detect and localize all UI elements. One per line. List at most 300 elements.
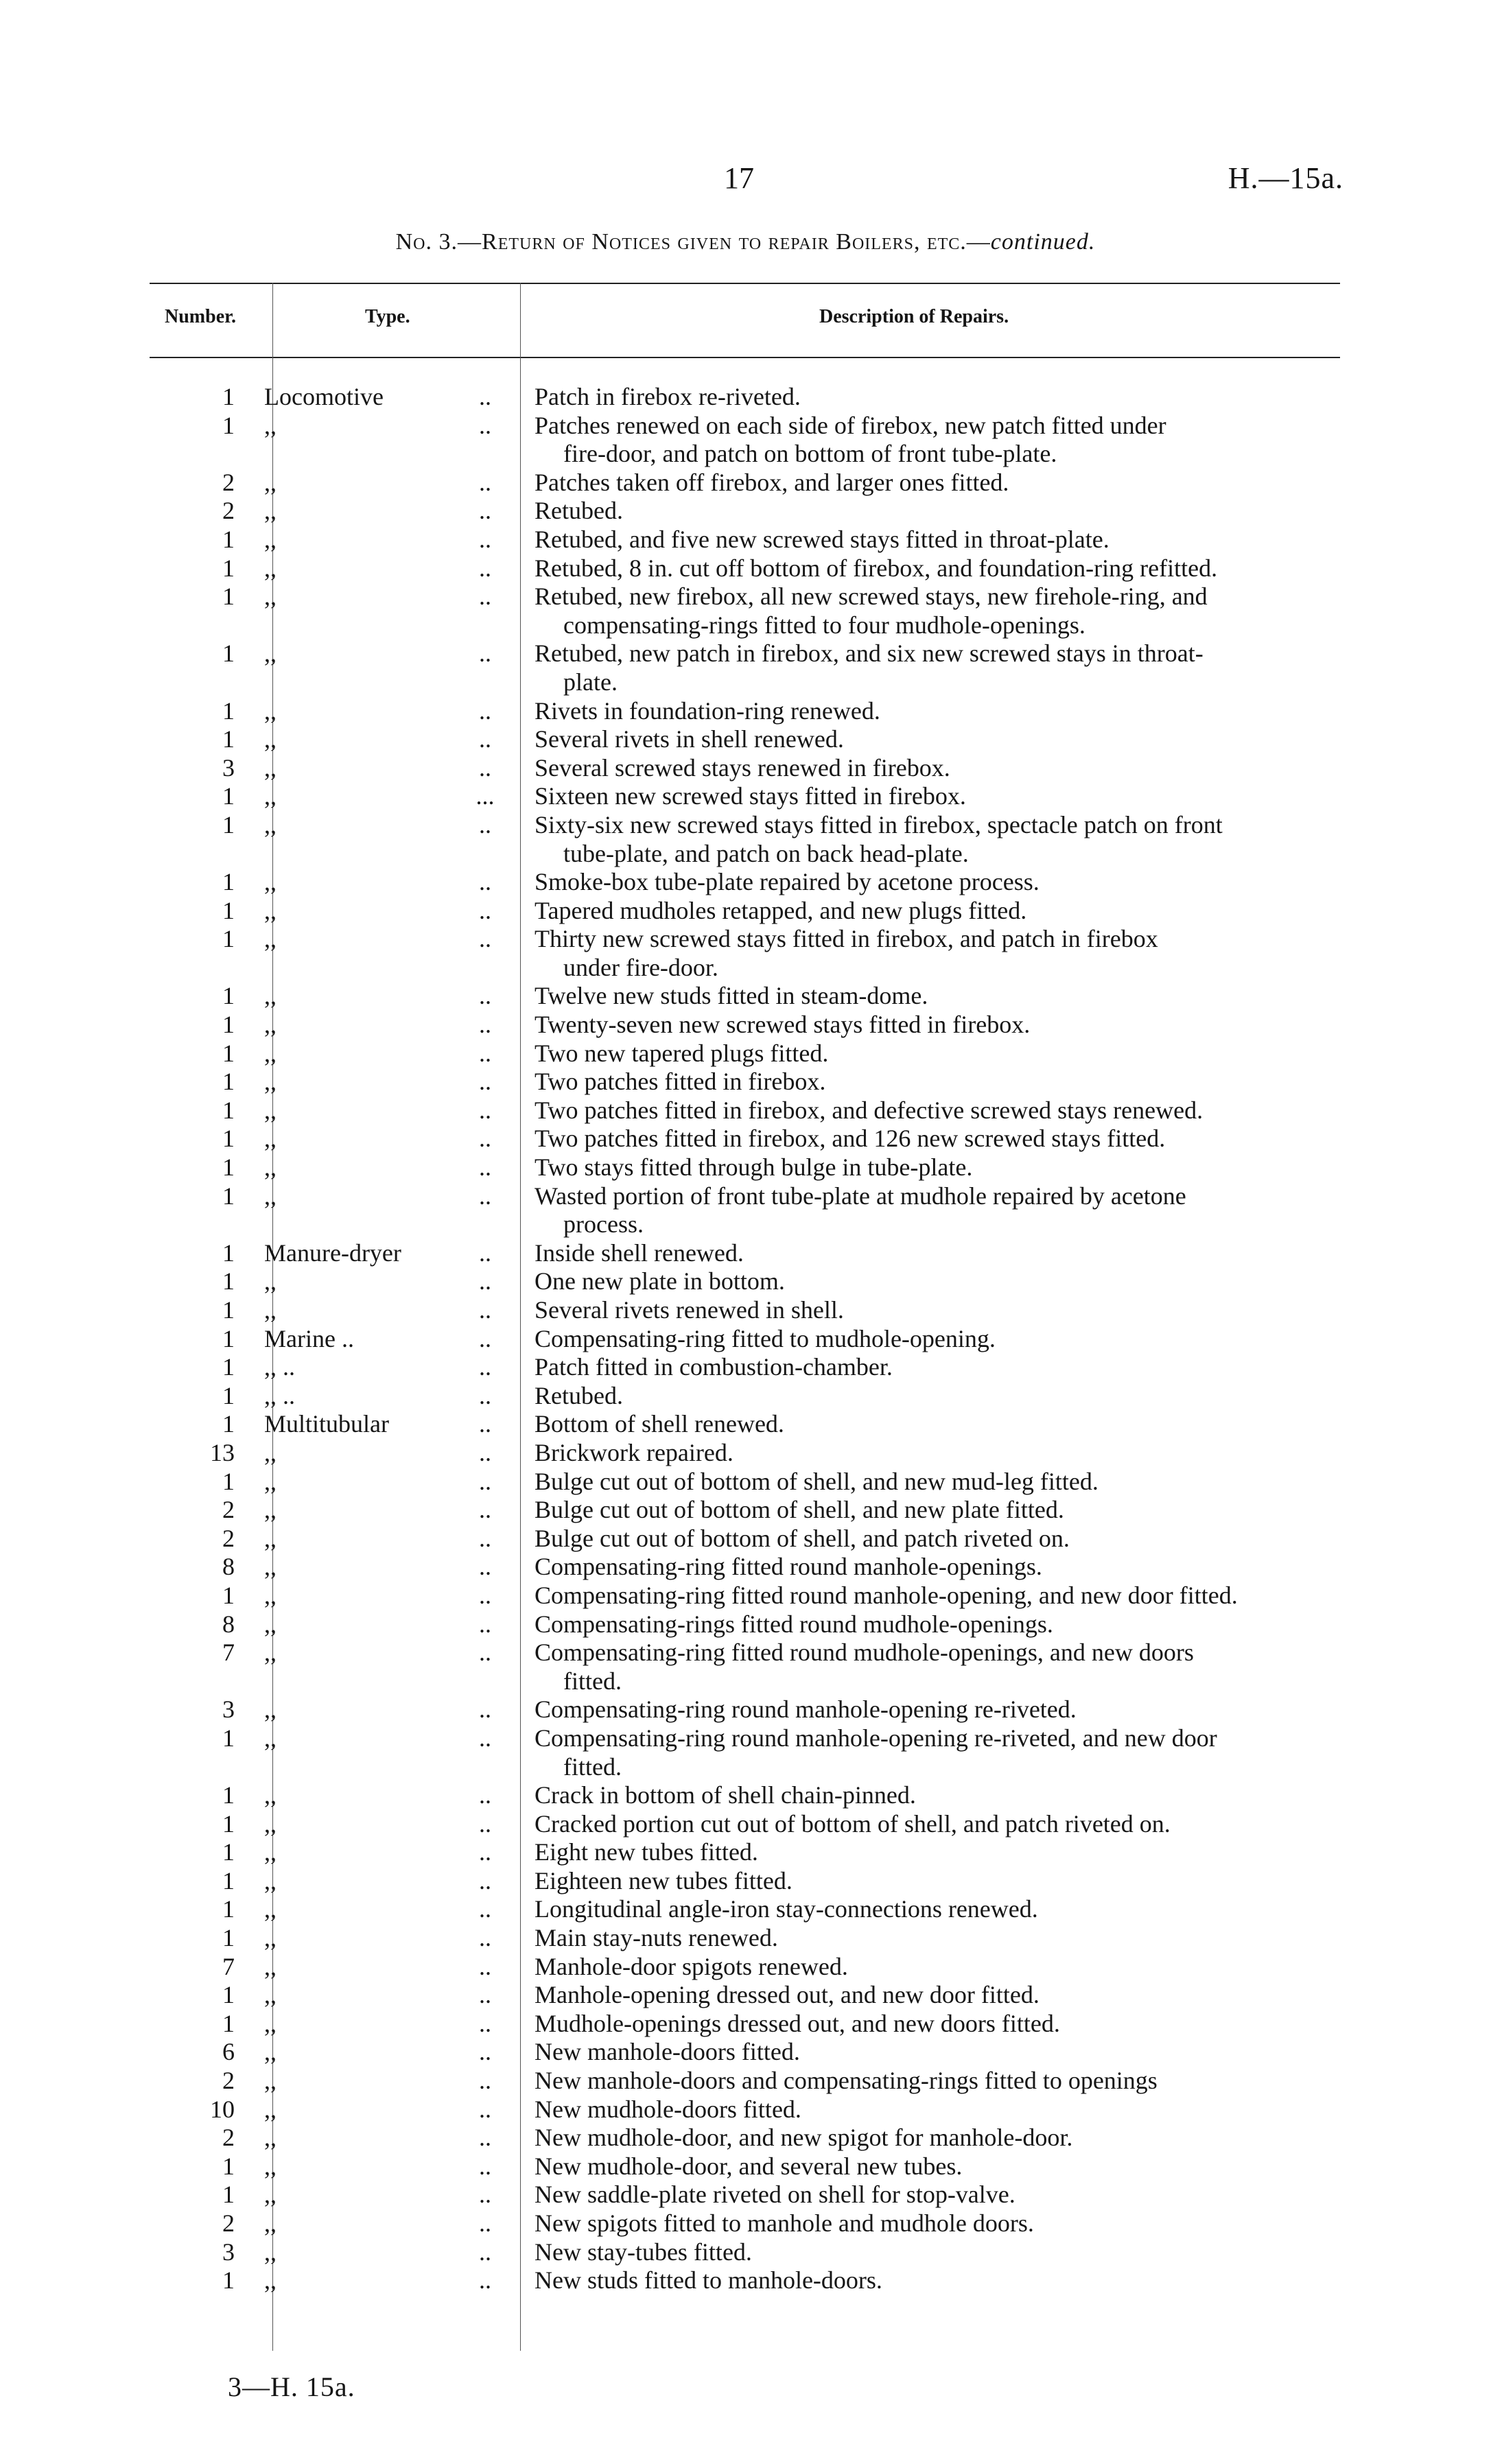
table-row: [0, 868, 1491, 897]
row-number: 1: [222, 1838, 235, 1866]
row-description: [519, 1981, 1326, 2010]
row-type: ,,: [264, 411, 277, 439]
row-leader-dots: ..: [479, 1011, 491, 1039]
row-number: 2: [222, 1496, 235, 1524]
row-leader-dots: ..: [479, 753, 491, 782]
table-row: [0, 1838, 1491, 1867]
row-type: ,,: [264, 1039, 277, 1067]
table-row: [0, 1382, 1491, 1411]
row-number: 8: [222, 1553, 235, 1581]
table-row: [0, 1724, 1491, 1781]
row-type: ,,: [264, 2152, 277, 2180]
row-number: 1: [222, 1324, 235, 1352]
row-number: 1: [222, 1866, 235, 1894]
table-row: [0, 1867, 1491, 1896]
table-row: [0, 1981, 1491, 2010]
row-leader-dots: ..: [479, 2266, 491, 2295]
description-line: Compensating-ring round manhole-opening re-riveted.: [535, 1696, 1077, 1724]
table-title-continued: continued.: [990, 229, 1096, 255]
row-description: [519, 897, 1326, 926]
row-number: 1: [222, 583, 235, 611]
row-description: [519, 1325, 1326, 1354]
description-line: Crack in bottom of shell chain-pinned.: [535, 1781, 916, 1809]
row-leader-dots: ..: [479, 1724, 491, 1752]
row-description: [519, 1639, 1326, 1696]
row-number: 1: [222, 554, 235, 582]
row-number: 1: [222, 1153, 235, 1182]
description-line: New mudhole-door, and several new tubes.: [535, 2152, 963, 2180]
description-line: New mudhole-doors fitted.: [535, 2095, 801, 2123]
row-type: ,,: [264, 696, 277, 725]
row-number: 1: [222, 411, 235, 439]
row-description: [519, 2038, 1326, 2067]
table-row: [0, 1895, 1491, 1924]
row-description: [519, 640, 1326, 696]
table-row: [0, 526, 1491, 554]
row-type: ,,: [264, 1438, 277, 1466]
row-type: ,,: [264, 1496, 277, 1524]
description-line: Retubed.: [535, 1381, 623, 1409]
table-title-main: No. 3.—Return of Notices given to repair Boilers, etc.—: [395, 229, 991, 255]
row-description: [519, 811, 1326, 868]
row-description: [519, 1496, 1326, 1525]
description-line: Compensating-ring round manhole-opening re-riveted, and new door: [535, 1724, 1217, 1752]
row-leader-dots: ..: [479, 2067, 491, 2095]
table-row: [0, 697, 1491, 726]
row-number: 1: [222, 1039, 235, 1067]
row-description: [519, 1553, 1326, 1582]
table-row: [0, 2209, 1491, 2238]
row-number: 10: [210, 2095, 235, 2123]
row-number: 1: [222, 1895, 235, 1923]
table-row: [0, 1068, 1491, 1096]
table-row: [0, 982, 1491, 1011]
row-description: [519, 2010, 1326, 2039]
row-type: ,,: [264, 2067, 277, 2095]
row-description: [519, 1838, 1326, 1867]
row-type: ,,: [264, 1724, 277, 1752]
description-line: New saddle-plate riveted on shell for stop-valve.: [535, 2181, 1015, 2209]
description-line: Bulge cut out of bottom of shell, and patch riveted on.: [535, 1524, 1070, 1552]
row-type: ,,: [264, 1182, 277, 1210]
row-leader-dots: ..: [479, 2209, 491, 2237]
row-description: [519, 2266, 1326, 2295]
row-type: ,,: [264, 725, 277, 753]
document-reference: H.—15a.: [1228, 161, 1343, 195]
table-row: [0, 1468, 1491, 1497]
row-type: ,,: [264, 896, 277, 924]
repairs-table-body: [0, 383, 1491, 2295]
row-leader-dots: ..: [479, 1866, 491, 1894]
row-leader-dots: ..: [479, 525, 491, 553]
row-leader-dots: ..: [479, 696, 491, 725]
description-line: Compensating-ring fitted to mudhole-opening.: [535, 1324, 996, 1352]
row-description: [519, 1267, 1326, 1296]
row-leader-dots: ..: [479, 1039, 491, 1067]
row-number: 1: [222, 1267, 235, 1295]
description-continuation-line: fire-door, and patch on bottom of front tube-plate.: [563, 440, 1057, 468]
row-type: ,,: [264, 1153, 277, 1182]
description-continuation-line: tube-plate, and patch on back head-plate.: [563, 839, 969, 867]
row-description: [519, 1296, 1326, 1325]
table-row: [0, 1267, 1491, 1296]
description-line: Eighteen new tubes fitted.: [535, 1866, 793, 1894]
table-row: [0, 2038, 1491, 2067]
description-line: New spigots fitted to manhole and mudhole doors.: [535, 2209, 1034, 2237]
row-description: [519, 1353, 1326, 1382]
row-type: ,,: [264, 753, 277, 782]
row-description: [519, 1011, 1326, 1040]
row-number: 1: [222, 1096, 235, 1124]
row-description: [519, 1924, 1326, 1953]
row-description: [519, 1867, 1326, 1896]
row-description: [519, 2096, 1326, 2124]
row-leader-dots: ..: [479, 583, 491, 611]
description-line: Retubed, and five new screwed stays fitted in throat-plate.: [535, 525, 1110, 553]
row-leader-dots: ..: [479, 1381, 491, 1409]
row-number: 1: [222, 1467, 235, 1495]
row-number: 6: [222, 2038, 235, 2066]
row-description: [519, 1239, 1326, 1268]
row-leader-dots: ..: [479, 725, 491, 753]
row-leader-dots: ..: [479, 2238, 491, 2266]
row-description: [519, 868, 1326, 897]
row-number: 1: [222, 1125, 235, 1153]
row-number: 1: [222, 696, 235, 725]
row-description: [519, 1068, 1326, 1096]
row-number: 1: [222, 868, 235, 896]
row-type: ,,: [264, 468, 277, 496]
row-description: [519, 2067, 1326, 2096]
row-description: [519, 697, 1326, 726]
row-leader-dots: ..: [479, 1353, 491, 1381]
table-row: [0, 811, 1491, 868]
description-line: Compensating-ring fitted round manhole-openings.: [535, 1553, 1042, 1581]
row-type: ,,: [264, 640, 277, 668]
row-type: ,,: [264, 497, 277, 525]
row-type: Multitubular: [264, 1410, 389, 1438]
row-type: Locomotive: [264, 383, 384, 410]
row-type: ,,: [264, 1581, 277, 1609]
table-row: [0, 1496, 1491, 1525]
row-description: [519, 2181, 1326, 2209]
description-line: Retubed, 8 in. cut off bottom of firebox, and foundation-ring refitted.: [535, 554, 1218, 582]
row-number: 1: [222, 640, 235, 668]
description-line: Retubed, new patch in firebox, and six new screwed stays in throat-: [535, 640, 1204, 668]
row-leader-dots: ..: [479, 1553, 491, 1581]
description-line: Manhole-door spigots renewed.: [535, 1952, 848, 1980]
table-row: [0, 554, 1491, 583]
description-line: Longitudinal angle-iron stay-connections renewed.: [535, 1895, 1038, 1923]
description-line: Two patches fitted in firebox, and 126 new screwed stays fitted.: [535, 1125, 1166, 1153]
row-number: 1: [222, 1781, 235, 1809]
row-description: [519, 1125, 1326, 1153]
row-leader-dots: ..: [479, 2181, 491, 2209]
description-line: Cracked portion cut out of bottom of shell, and patch riveted on.: [535, 1809, 1171, 1838]
row-description: [519, 1724, 1326, 1781]
row-number: 1: [222, 1353, 235, 1381]
description-line: Wasted portion of front tube-plate at mudhole repaired by acetone: [535, 1182, 1186, 1210]
row-leader-dots: ..: [479, 1267, 491, 1295]
table-row: [0, 1439, 1491, 1468]
row-description: [519, 754, 1326, 783]
table-row: [0, 2238, 1491, 2267]
row-type: ,,: [264, 1809, 277, 1838]
table-row: [0, 1639, 1491, 1696]
row-type: ,,: [264, 1524, 277, 1552]
table-row: [0, 782, 1491, 811]
description-line: Twenty-seven new screwed stays fitted in firebox.: [535, 1011, 1031, 1039]
row-description: [519, 1382, 1326, 1411]
description-line: Compensating-rings fitted round mudhole-openings.: [535, 1610, 1053, 1638]
row-leader-dots: ..: [479, 468, 491, 496]
row-type: ,,: [264, 2181, 277, 2209]
row-leader-dots: ..: [479, 1496, 491, 1524]
table-row: [0, 412, 1491, 469]
row-leader-dots: ..: [479, 1125, 491, 1153]
row-leader-dots: ..: [479, 1981, 491, 2009]
row-type: ,,: [264, 2009, 277, 2037]
description-line: Two new tapered plugs fitted.: [535, 1039, 829, 1067]
row-number: 1: [222, 1239, 235, 1267]
row-number: 3: [222, 2238, 235, 2266]
row-description: [519, 982, 1326, 1011]
row-description: [519, 1610, 1326, 1639]
table-row: [0, 725, 1491, 754]
header-top-rule: [150, 283, 1340, 284]
footer-signature: 3—H. 15a.: [228, 2371, 355, 2402]
row-description: [519, 1468, 1326, 1497]
description-continuation-line: plate.: [563, 668, 618, 696]
table-row: [0, 1239, 1491, 1268]
row-type: ,,: [264, 1467, 277, 1495]
description-line: Compensating-ring fitted round mudhole-openings, and new doors: [535, 1639, 1194, 1667]
table-row: [0, 1296, 1491, 1325]
table-row: [0, 1781, 1491, 1810]
description-line: New studs fitted to manhole-doors.: [535, 2266, 882, 2295]
row-type: ,,: [264, 982, 277, 1010]
row-number: 1: [222, 2181, 235, 2209]
table-row: [0, 1810, 1491, 1839]
row-leader-dots: ..: [479, 982, 491, 1010]
description-line: Two patches fitted in firebox, and defective screwed stays renewed.: [535, 1096, 1204, 1124]
table-row: [0, 2181, 1491, 2209]
row-leader-dots: ..: [479, 1296, 491, 1324]
table-row: [0, 1125, 1491, 1153]
table-row: [0, 2010, 1491, 2039]
row-type: ,, ..: [264, 1381, 295, 1409]
description-line: Retubed.: [535, 497, 623, 525]
row-leader-dots: ..: [479, 1524, 491, 1552]
row-leader-dots: ..: [479, 1952, 491, 1980]
row-description: [519, 1525, 1326, 1553]
row-leader-dots: ..: [479, 1610, 491, 1638]
table-row: [0, 1525, 1491, 1553]
table-row: [0, 583, 1491, 640]
description-line: Compensating-ring fitted round manhole-opening, and new door fitted.: [535, 1581, 1238, 1609]
row-type: ,,: [264, 1096, 277, 1124]
header-bottom-rule: [150, 357, 1340, 358]
row-leader-dots: ..: [479, 1781, 491, 1809]
description-line: New manhole-doors fitted.: [535, 2038, 800, 2066]
row-leader-dots: ..: [479, 1696, 491, 1724]
page-number: 17: [724, 161, 754, 195]
row-description: [519, 1696, 1326, 1724]
row-description: [519, 469, 1326, 497]
row-type: ,,: [264, 1866, 277, 1894]
table-row: [0, 1182, 1491, 1239]
table-row: [0, 2266, 1491, 2295]
description-line: Tapered mudholes retapped, and new plugs fitted.: [535, 896, 1027, 924]
description-line: Sixty-six new screwed stays fitted in firebox, spectacle patch on front: [535, 810, 1223, 838]
description-line: Brickwork repaired.: [535, 1438, 733, 1466]
table-row: [0, 897, 1491, 926]
table-title: [0, 229, 1491, 255]
row-number: 1: [222, 925, 235, 953]
row-leader-dots: ..: [479, 1410, 491, 1438]
row-description: [519, 1781, 1326, 1810]
row-leader-dots: ..: [479, 640, 491, 668]
row-description: [519, 497, 1326, 526]
table-row: [0, 640, 1491, 696]
description-line: Bottom of shell renewed.: [535, 1410, 784, 1438]
table-row: [0, 1040, 1491, 1068]
row-leader-dots: ..: [479, 1153, 491, 1182]
description-continuation-line: fitted.: [563, 1752, 622, 1781]
description-line: Several screwed stays renewed in firebox.: [535, 753, 950, 782]
row-description: [519, 1153, 1326, 1182]
row-number: 1: [222, 1011, 235, 1039]
table-row: [0, 2124, 1491, 2152]
row-leader-dots: ..: [479, 1068, 491, 1096]
row-leader-dots: ..: [479, 1182, 491, 1210]
row-number: 1: [222, 2009, 235, 2037]
row-number: 1: [222, 1581, 235, 1609]
row-leader-dots: ..: [479, 2152, 491, 2180]
row-number: 1: [222, 1182, 235, 1210]
row-description: [519, 412, 1326, 469]
row-description: [519, 554, 1326, 583]
row-type: ,,: [264, 1553, 277, 1581]
row-number: 1: [222, 1068, 235, 1096]
description-line: Smoke-box tube-plate repaired by acetone process.: [535, 868, 1040, 896]
description-line: Two patches fitted in firebox.: [535, 1068, 826, 1096]
row-type: ,,: [264, 1838, 277, 1866]
row-number: 1: [222, 383, 235, 410]
row-description: [519, 1953, 1326, 1982]
table-row: [0, 1553, 1491, 1582]
description-line: One new plate in bottom.: [535, 1267, 785, 1295]
row-type: ,,: [264, 1696, 277, 1724]
table-row: [0, 1410, 1491, 1439]
row-description: [519, 1810, 1326, 1839]
row-number: 1: [222, 1381, 235, 1409]
row-type: ,,: [264, 868, 277, 896]
row-leader-dots: ..: [479, 383, 491, 410]
row-leader-dots: ..: [479, 1838, 491, 1866]
description-line: Main stay-nuts renewed.: [535, 1924, 778, 1952]
table-row: [0, 754, 1491, 783]
description-continuation-line: fitted.: [563, 1667, 622, 1695]
row-description: [519, 2124, 1326, 2152]
row-number: 1: [222, 1924, 235, 1952]
row-type: ,,: [264, 1296, 277, 1324]
row-type: ,,: [264, 2238, 277, 2266]
table-row: [0, 1325, 1491, 1354]
row-type: ,,: [264, 1981, 277, 2009]
row-description: [519, 2152, 1326, 2181]
row-number: 2: [222, 2124, 235, 2152]
table-row: [0, 469, 1491, 497]
row-type: ,,: [264, 1781, 277, 1809]
row-leader-dots: ..: [479, 1438, 491, 1466]
description-line: Several rivets in shell renewed.: [535, 725, 844, 753]
row-number: 1: [222, 1410, 235, 1438]
row-type: Manure-dryer: [264, 1239, 401, 1267]
row-leader-dots: ..: [479, 1467, 491, 1495]
row-number: 1: [222, 982, 235, 1010]
row-leader-dots: ..: [479, 1239, 491, 1267]
row-description: [519, 383, 1326, 412]
column-header-type: Type.: [365, 306, 410, 327]
row-number: 1: [222, 810, 235, 838]
row-type: ,,: [264, 1125, 277, 1153]
row-description: [519, 1040, 1326, 1068]
row-type: ,,: [264, 925, 277, 953]
row-leader-dots: ..: [479, 1895, 491, 1923]
row-type: ,,: [264, 2124, 277, 2152]
row-type: ,,: [264, 2209, 277, 2237]
row-description: [519, 2209, 1326, 2238]
row-description: [519, 2238, 1326, 2267]
column-header-description: Description of Repairs.: [819, 306, 1009, 327]
row-number: 2: [222, 2209, 235, 2237]
row-description: [519, 1096, 1326, 1125]
row-number: 1: [222, 1981, 235, 2009]
row-description: [519, 526, 1326, 554]
table-row: [0, 1924, 1491, 1953]
row-leader-dots: ..: [479, 896, 491, 924]
row-number: 13: [210, 1438, 235, 1466]
row-type: ,,: [264, 1011, 277, 1039]
row-leader-dots: ...: [476, 782, 495, 810]
row-type: Marine ..: [264, 1324, 354, 1352]
description-line: Rivets in foundation-ring renewed.: [535, 696, 880, 725]
row-number: 2: [222, 497, 235, 525]
table-row: [0, 383, 1491, 412]
row-leader-dots: ..: [479, 1581, 491, 1609]
row-type: ,,: [264, 2266, 277, 2295]
row-leader-dots: ..: [479, 2009, 491, 2037]
row-description: [519, 1439, 1326, 1468]
row-leader-dots: ..: [479, 497, 491, 525]
description-line: Bulge cut out of bottom of shell, and new plate fitted.: [535, 1496, 1064, 1524]
description-line: Manhole-opening dressed out, and new door fitted.: [535, 1981, 1040, 2009]
row-description: [519, 1182, 1326, 1239]
row-leader-dots: ..: [479, 2124, 491, 2152]
description-line: Retubed, new firebox, all new screwed stays, new firehole-ring, and: [535, 583, 1208, 611]
table-row: [0, 1582, 1491, 1610]
row-type: ,,: [264, 2095, 277, 2123]
row-leader-dots: ..: [479, 925, 491, 953]
row-description: [519, 1410, 1326, 1439]
row-leader-dots: ..: [479, 810, 491, 838]
row-number: 1: [222, 725, 235, 753]
row-leader-dots: ..: [479, 2095, 491, 2123]
table-row: [0, 497, 1491, 526]
row-type: ,,: [264, 1639, 277, 1667]
row-type: ,,: [264, 782, 277, 810]
